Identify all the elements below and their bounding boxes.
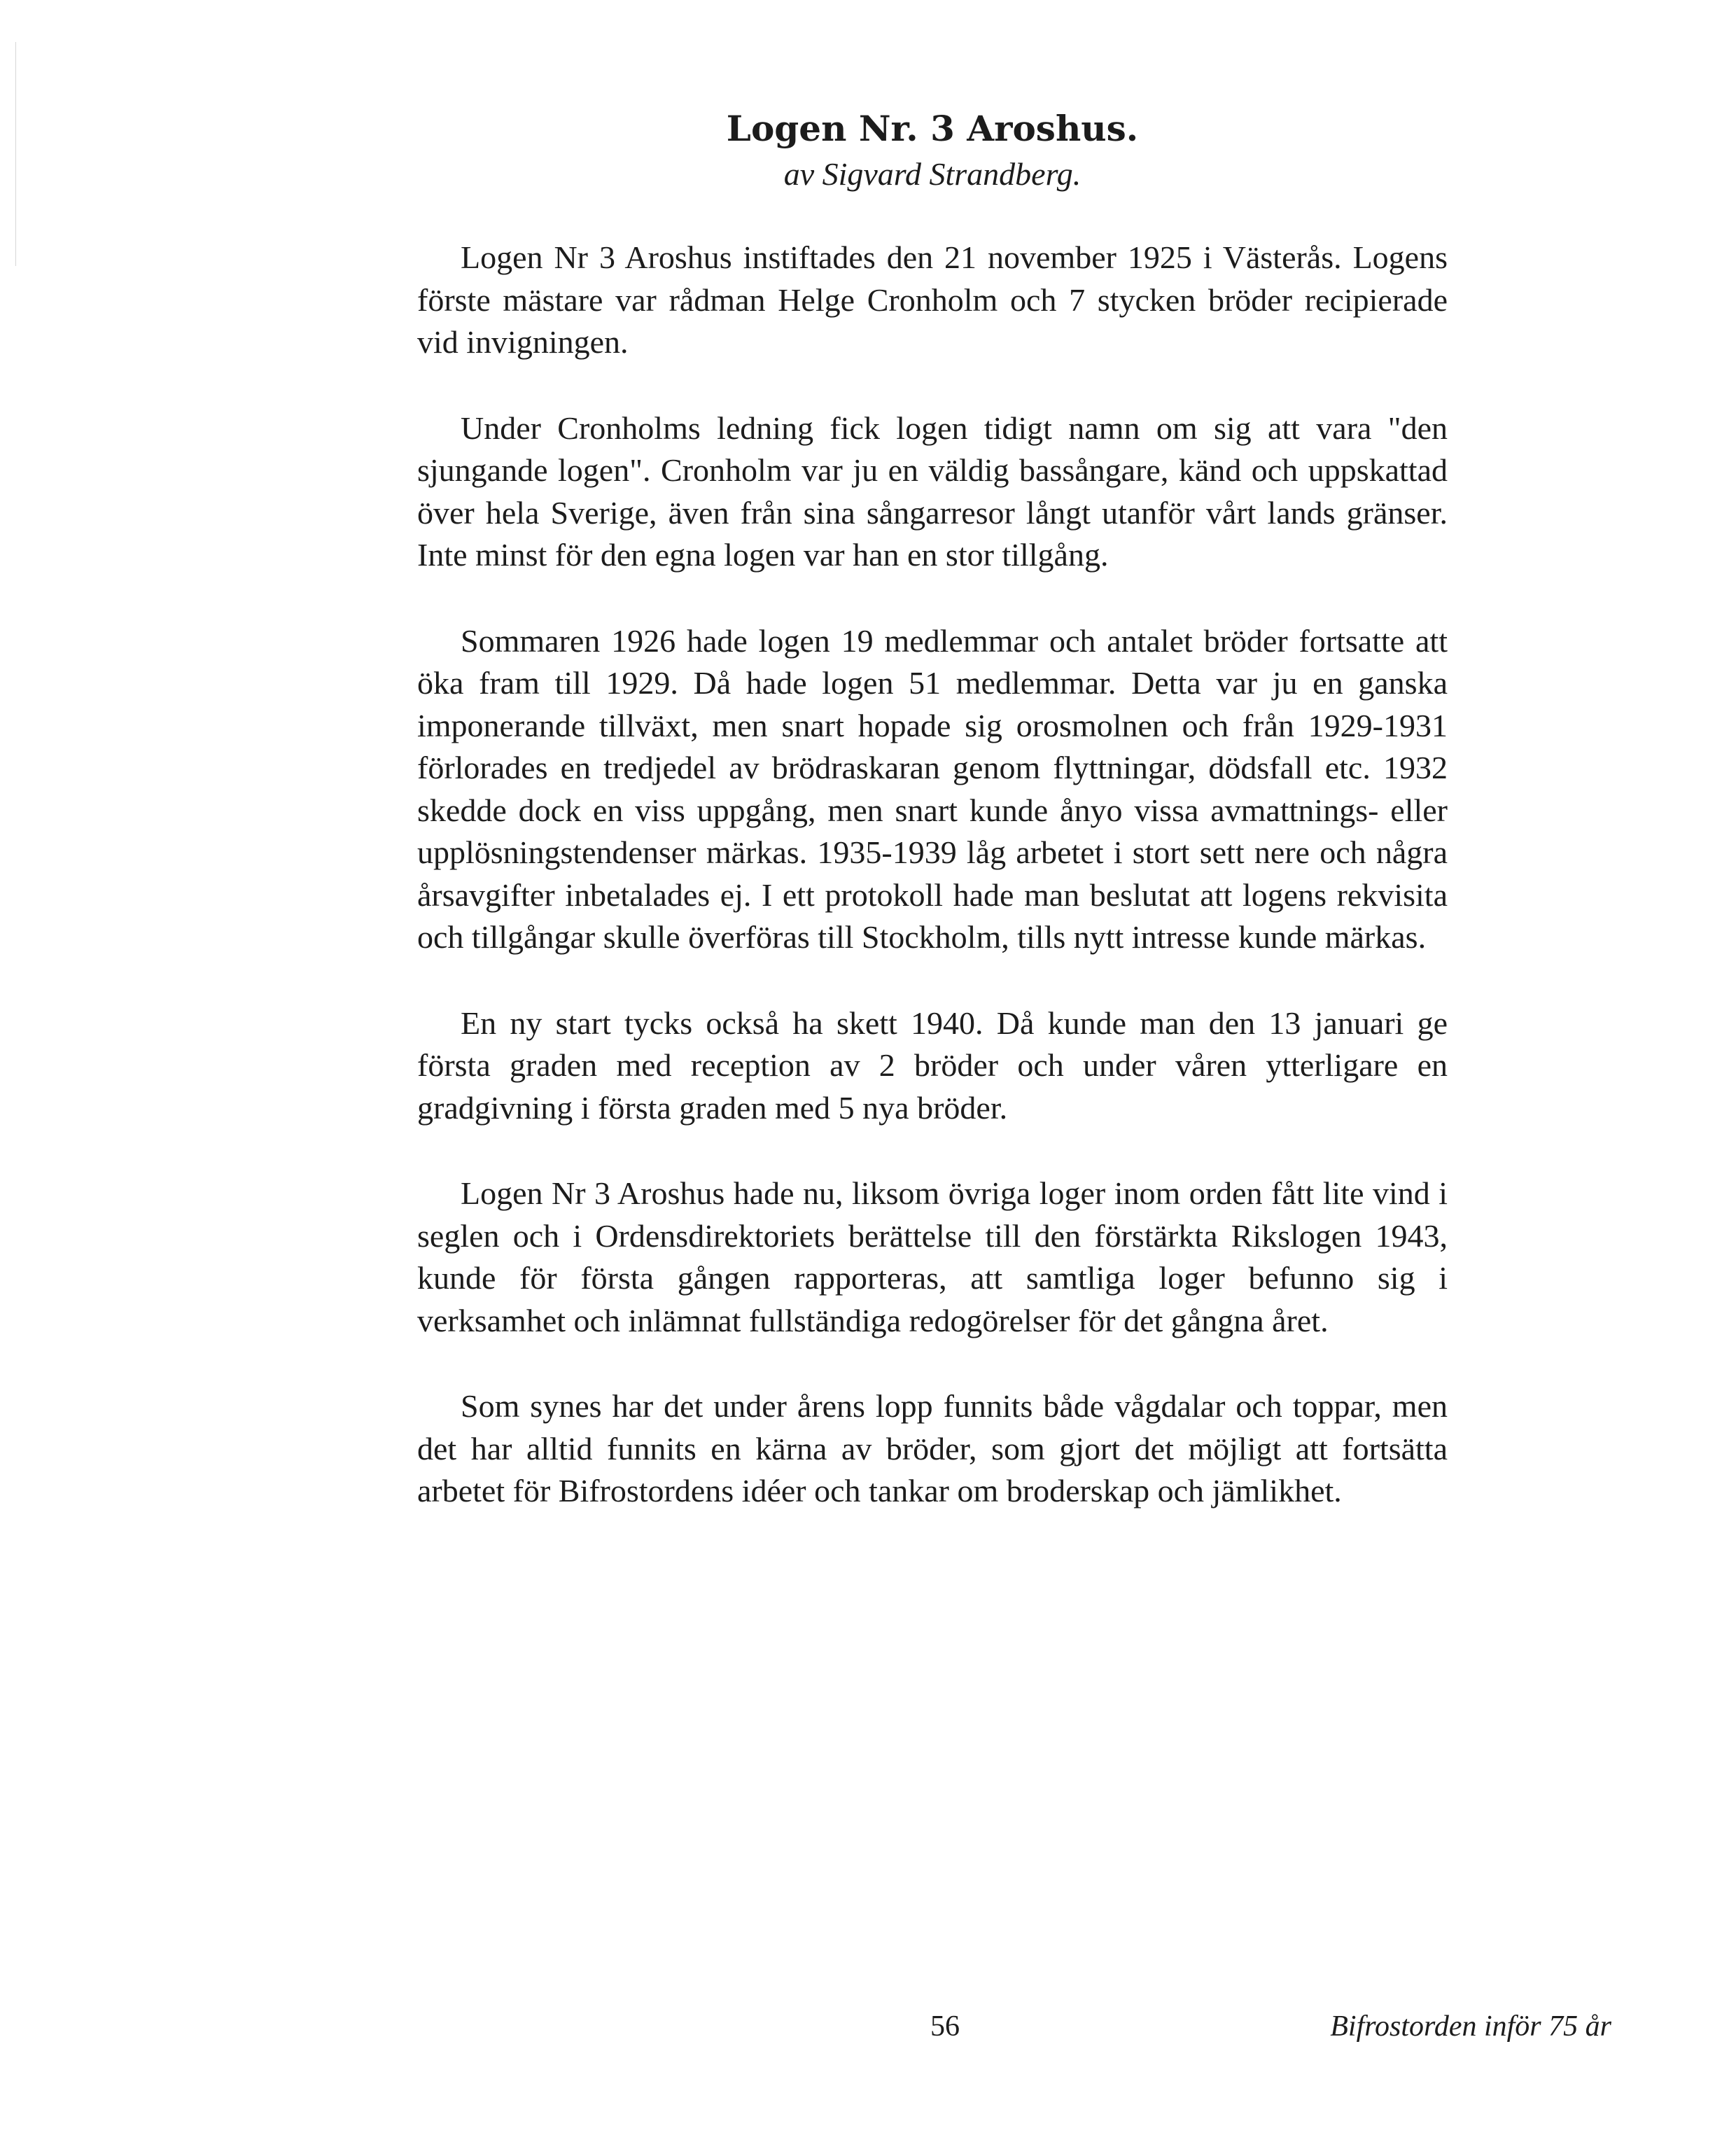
paragraph: Sommaren 1926 hade logen 19 medlemmar och antalet bröder fortsatte att öka fram till 1929. Då hade logen 51 medlemmar. Detta var ju en ganska imponerande tillväxt, men snart hopade sig orosmolnen och från 1929-1931 förlorades en tredjedel av brödraskaran genom flyttningar, dödsfall etc. 1932 skedde dock en viss uppgång, men snart kunde ånyo vissa avmattnings- eller upplösningstendenser märkas. 1935-1939 låg arbetet i stort sett nere och några årsavgifter inbetalades ej. I ett protokoll hade man beslutat att logens rekvisita och tillgångar skulle överföras till Stockholm, tills nytt intresse kunde märkas.	[417, 622, 1448, 955]
paragraph: Logen Nr 3 Aroshus instiftades den 21 november 1925 i Västerås. Logens förste mästare var rådman Helge Cronholm och 7 stycken bröder recipierade vid invigningen.	[417, 239, 1448, 360]
article-byline: av Sigvard Strandberg.	[783, 156, 1082, 192]
paragraph: En ny start tycks också ha skett 1940. Då kunde man den 13 januari ge första graden med reception av 2 bröder och under våren ytterligare en gradgivning i första graden med 5 nya bröder.	[417, 1004, 1448, 1126]
page-number: 56	[930, 2010, 960, 2043]
paragraph: Logen Nr 3 Aroshus hade nu, liksom övriga loger inom orden fått lite vind i seglen och i Ordensdirektoriets berättelse till den förstärkta Rikslogen 1943, kunde för första gången rapporteras, att samtliga loger befunno sig i verksamhet och inlämnat fullständiga redogörelser för det gångna året.	[417, 1175, 1448, 1338]
paragraph: Under Cronholms ledning fick logen tidigt namn om sig att vara "den sjungande logen". Cronholm var ju en väldig bassångare, känd och uppskattad över hela Sverige, även från sina sångarresor långt utanför vårt lands gränser. Inte minst för den egna logen var han en stor tillgång.	[417, 410, 1448, 573]
scan-edge-line	[15, 42, 16, 266]
article	[417, 105, 1448, 1556]
paragraph: Som synes har det under årens lopp funnits både vågdalar och toppar, men det har alltid funnits en kärna av bröder, som gjort det möjligt att fortsätta arbetet för Bifrostordens idéer och tankar om broderskap och jämlikhet.	[417, 1388, 1448, 1508]
running-footer-title: Bifrostorden inför 75 år	[1330, 2010, 1611, 2043]
article-title: Logen Nr. 3 Aroshus.	[726, 108, 1139, 149]
